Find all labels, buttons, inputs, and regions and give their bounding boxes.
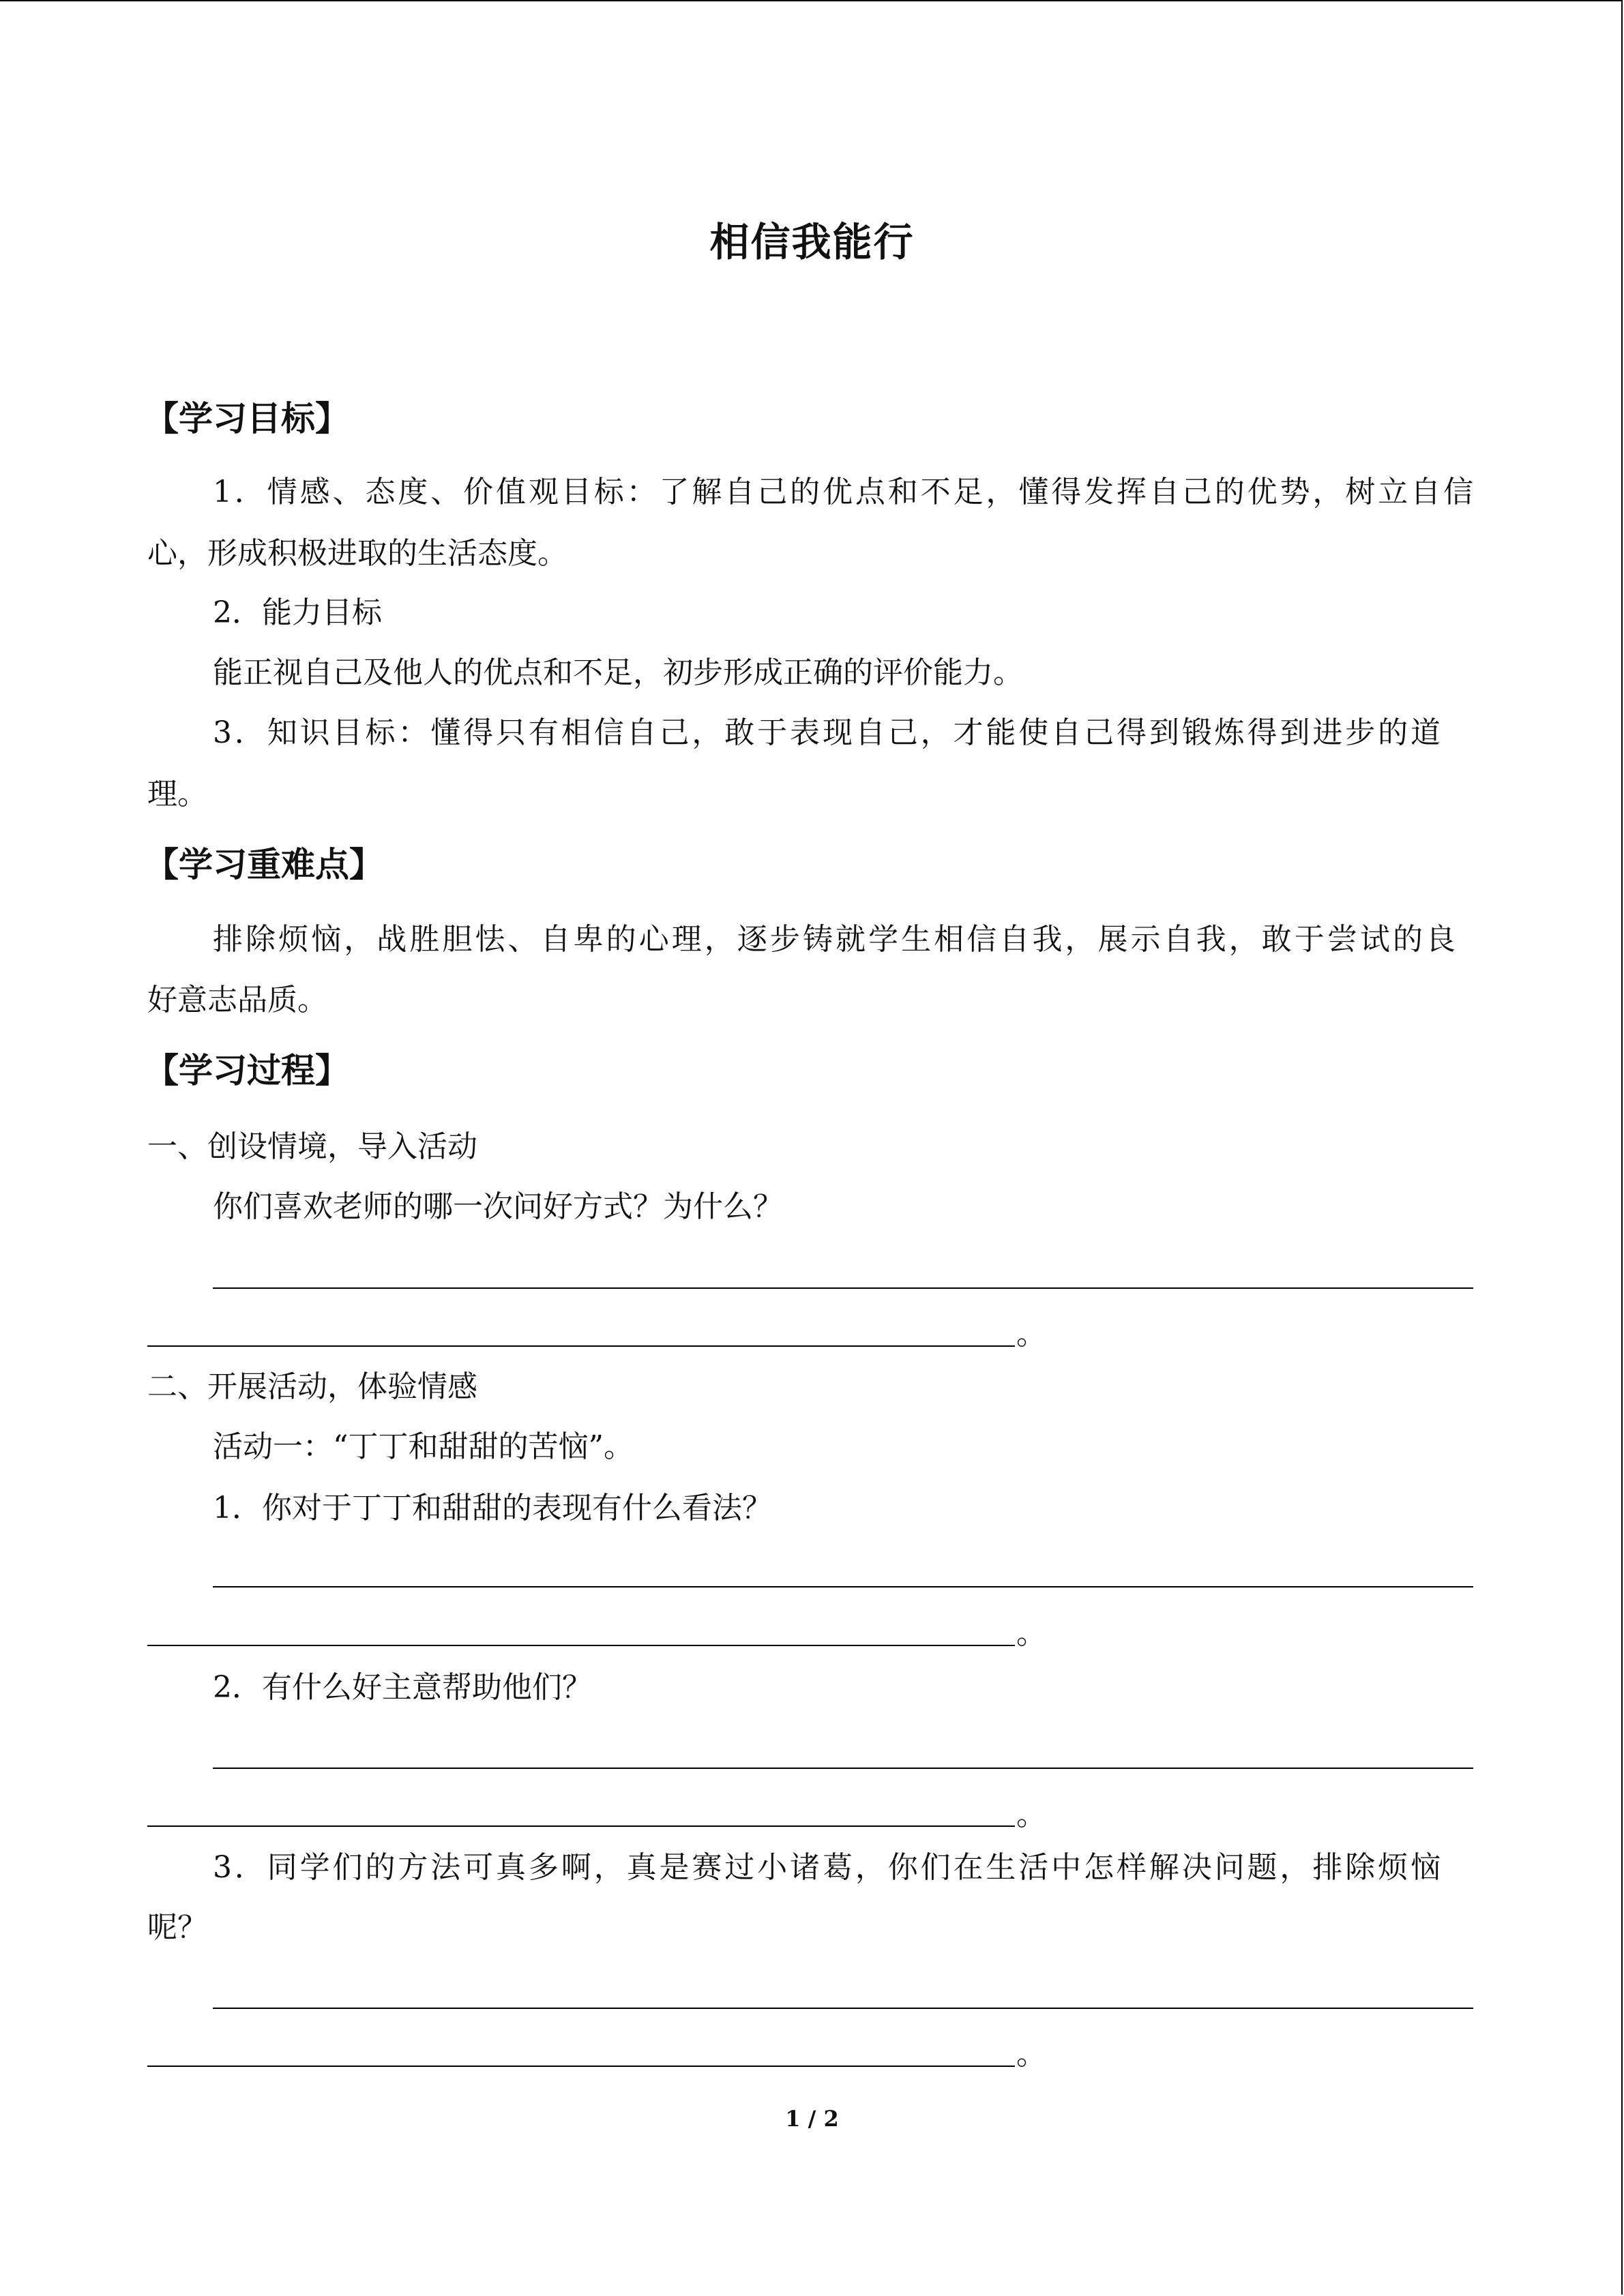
- objective-2-title: 2．能力目标: [213, 595, 382, 630]
- answer-end-mark-4: 。: [1016, 2037, 1046, 2072]
- question-2: 2．有什么好主意帮助他们？: [213, 1670, 592, 1705]
- key-points-line-1: 排除烦恼，战胜胆怯、自卑的心理，逐步铸就学生相信自我，展示自我，敢于尝试的良: [213, 922, 1456, 957]
- answer-line-4a[interactable]: [213, 2008, 1473, 2009]
- answer-line-1b[interactable]: [147, 1345, 1015, 1347]
- key-points-line-2: 好意志品质。: [147, 983, 327, 1017]
- question-3-line-2: 呢？: [147, 1910, 207, 1945]
- answer-end-mark-2: 。: [1016, 1616, 1046, 1651]
- objective-3-line-2: 理。: [147, 777, 207, 811]
- question-3-line-1: 3．同学们的方法可真多啊，真是赛过小诸葛，你们在生活中怎样解决问题，排除烦恼: [213, 1850, 1441, 1885]
- answer-line-2a[interactable]: [213, 1586, 1473, 1587]
- objective-2-body: 能正视自己及他人的优点和不足，初步形成正确的评价能力。: [213, 655, 1023, 690]
- process-part-2-title: 二、开展活动，体验情感: [147, 1369, 477, 1404]
- section-heading-key-points: 【学习重难点】: [145, 845, 383, 884]
- answer-line-2b[interactable]: [147, 1645, 1015, 1646]
- answer-line-3b[interactable]: [147, 1825, 1015, 1827]
- activity-1-title: 活动一：“丁丁和甜甜的苦恼”。: [213, 1429, 634, 1464]
- answer-end-mark-1: 。: [1016, 1317, 1046, 1352]
- objective-1-line-2: 心，形成积极进取的生活态度。: [147, 536, 567, 571]
- answer-line-1a[interactable]: [213, 1287, 1473, 1289]
- objective-1-line-1: 1．情感、态度、价值观目标：了解自己的优点和不足，懂得发挥自己的优势，树立自信: [213, 475, 1473, 509]
- answer-line-3a[interactable]: [213, 1768, 1473, 1769]
- objective-3-line-1: 3．知识目标：懂得只有相信自己，敢于表现自己，才能使自己得到锻炼得到进步的道: [213, 715, 1441, 750]
- page-title: 相信我能行: [709, 219, 915, 265]
- page-number: 1 / 2: [785, 2106, 839, 2132]
- question-1: 1．你对于丁丁和甜甜的表现有什么看法？: [213, 1491, 772, 1525]
- answer-end-mark-3: 。: [1016, 1798, 1046, 1832]
- section-heading-process: 【学习过程】: [145, 1051, 349, 1090]
- process-part-1-question: 你们喜欢老师的哪一次问好方式？为什么？: [213, 1189, 783, 1224]
- process-part-1-title: 一、创设情境，导入活动: [147, 1129, 477, 1164]
- section-heading-objectives: 【学习目标】: [145, 399, 349, 438]
- answer-line-4b[interactable]: [147, 2066, 1015, 2067]
